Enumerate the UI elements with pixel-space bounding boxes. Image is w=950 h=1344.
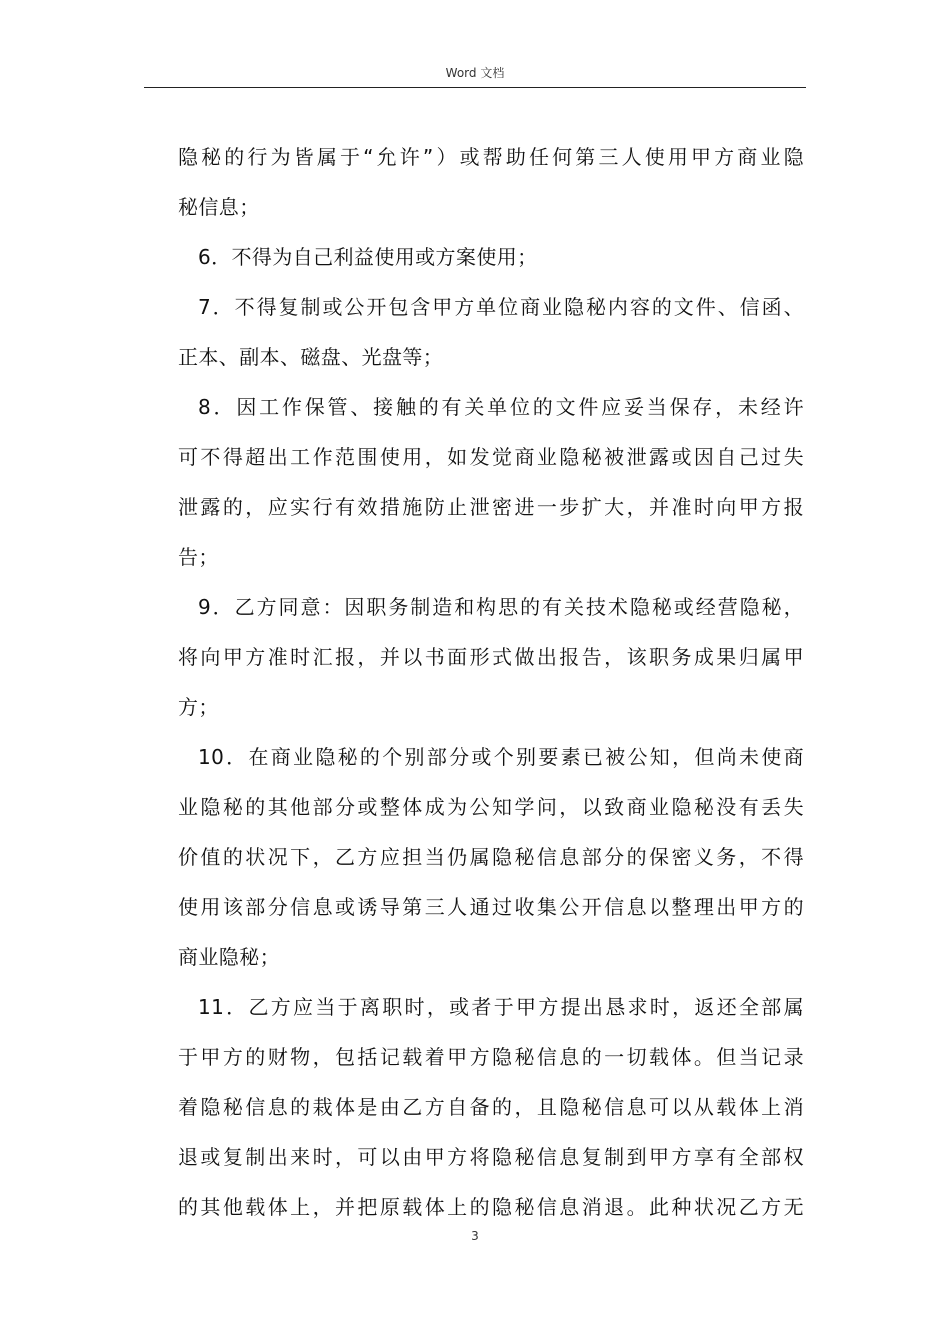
body-line-15: 价值的状况下，乙方应担当仍属隐秘信息部分的保密义务，不得 [178, 845, 804, 869]
body-line-3: 6．不得为自己利益使用或方案使用； [198, 245, 538, 269]
body-line-14: 业隐秘的其他部分或整体成为公知学问，以致商业隐秘没有丢失 [178, 795, 804, 819]
body-line-22: 的其他载体上，并把原载体上的隐秘信息消退。此种状况乙方无 [178, 1195, 804, 1219]
body-line-10: 9．乙方同意：因职务制造和构思的有关技术隐秘或经营隐秘， [198, 595, 804, 619]
document-body [178, 132, 804, 1232]
body-line-19: 于甲方的财物，包括记载着甲方隐秘信息的一切载体。但当记录 [178, 1045, 804, 1069]
body-line-7: 可不得超出工作范围使用，如发觉商业隐秘被泄露或因自己过失 [178, 445, 804, 469]
header-divider [144, 87, 806, 88]
body-line-8: 泄露的，应实行有效措施防止泄密进一步扩大，并准时向甲方报 [178, 495, 804, 519]
body-line-6: 8．因工作保管、接触的有关单位的文件应妥当保存，未经许 [198, 395, 804, 419]
body-line-4: 7．不得复制或公开包含甲方单位商业隐秘内容的文件、信函、 [198, 295, 804, 319]
body-line-13: 10．在商业隐秘的个别部分或个别要素已被公知，但尚未使商 [198, 745, 804, 769]
body-line-20: 着隐秘信息的栽体是由乙方自备的，且隐秘信息可以从载体上消 [178, 1095, 804, 1119]
body-line-18: 11．乙方应当于离职时，或者于甲方提出恳求时，返还全部属 [198, 995, 804, 1019]
body-line-11: 将向甲方准时汇报，并以书面形式做出报告，该职务成果归属甲 [178, 645, 804, 669]
body-line-5: 正本、副本、磁盘、光盘等； [178, 345, 444, 369]
page-number: 3 [471, 1229, 479, 1243]
body-line-2: 秘信息； [178, 195, 260, 219]
body-line-21: 退或复制出来时，可以由甲方将隐秘信息复制到甲方享有全部权 [178, 1145, 804, 1169]
body-line-9: 告； [178, 545, 219, 569]
header-title: Word 文档 [445, 66, 505, 80]
body-line-16: 使用该部分信息或诱导第三人通过收集公开信息以整理出甲方的 [178, 895, 804, 919]
body-line-17: 商业隐秘； [178, 945, 280, 969]
body-line-12: 方； [178, 695, 219, 719]
body-line-1: 隐秘的行为皆属于“允许”）或帮助任何第三人使用甲方商业隐 [178, 145, 804, 169]
